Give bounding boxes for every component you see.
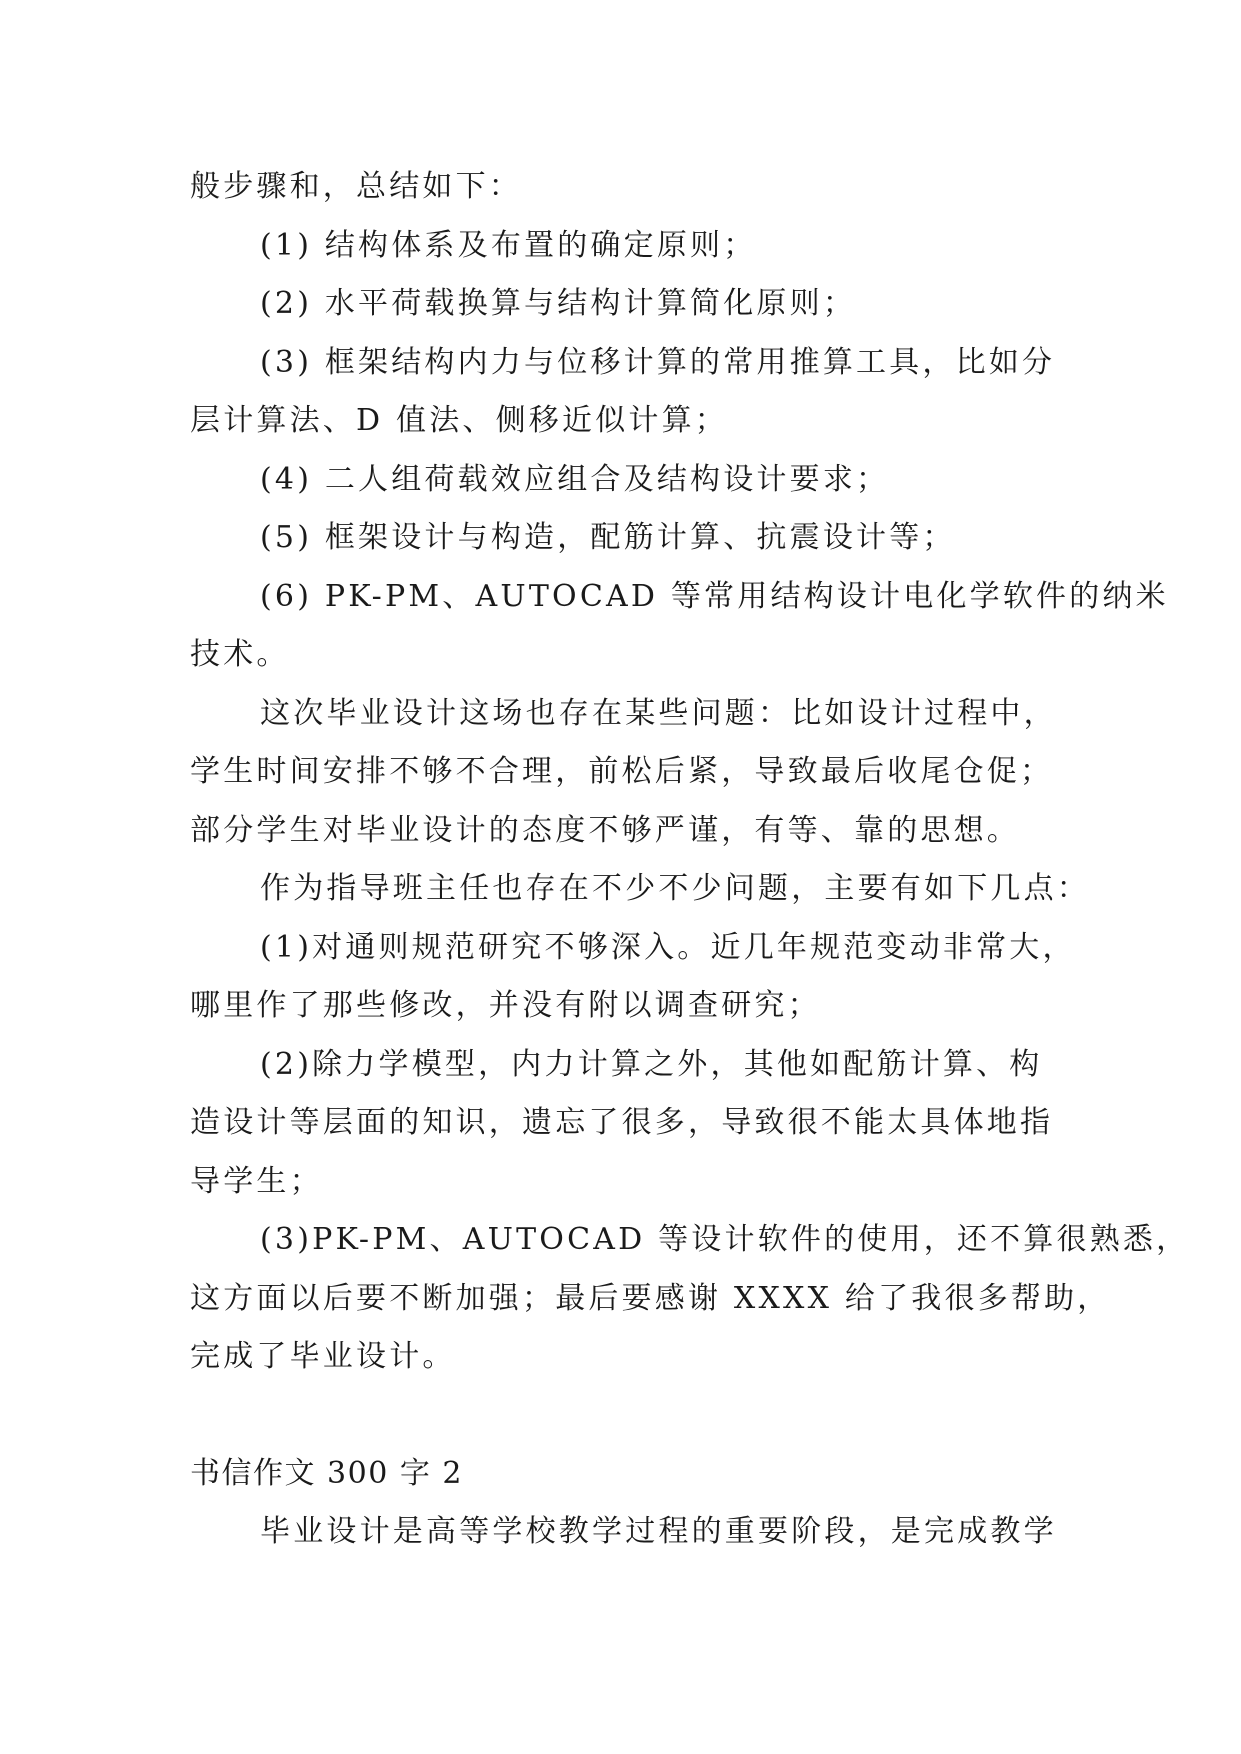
list-item: (4) 二人组荷载效应组合及结构设计要求； [260, 461, 890, 497]
text-line: 导学生； [190, 1163, 323, 1199]
section-title: 书信作文 300 字 2 [190, 1455, 463, 1491]
text-line: 造设计等层面的知识，遗忘了很多，导致很不能太具体地指 [190, 1105, 1054, 1140]
list-item: (1) 结构体系及布置的确定原则； [260, 227, 757, 263]
text-line: 技术。 [190, 637, 290, 672]
text-line: 这方面以后要不断加强；最后要感谢 XXXX 给了我很多帮助， [190, 1280, 1111, 1316]
section-gap [190, 1387, 1060, 1445]
text-line: 般步骤和，总结如下： [190, 169, 522, 204]
paragraph-line: 作为指导班主任也存在不少不少问题，主要有如下几点： [260, 871, 1090, 906]
list-item: (6) PK-PM、AUTOCAD 等常用结构设计电化学软件的纳米 [260, 578, 1169, 614]
text-line: 部分学生对毕业设计的态度不够严谨，有等、靠的思想。 [190, 812, 1020, 848]
text-line: 层计算法、D 值法、侧移近似计算； [190, 403, 728, 438]
list-item: (2)除力学模型，内力计算之外，其他如配筋计算、构 [260, 1046, 1043, 1082]
list-item: (2) 水平荷载换算与结构计算简化原则； [260, 286, 857, 321]
list-item: (5) 框架设计与构造，配筋计算、抗震设计等； [260, 520, 956, 555]
list-item: (3) 框架结构内力与位移计算的常用推算工具，比如分 [260, 344, 1056, 380]
document-page [190, 158, 1190, 1562]
text-line: 完成了毕业设计。 [190, 1339, 456, 1374]
paragraph-line: 这次毕业设计这场也存在某些问题：比如设计过程中， [260, 695, 1057, 731]
text-line: 学生时间安排不够不合理，前松后紧，导致最后收尾仓促； [190, 754, 1054, 789]
text-line: 哪里作了那些修改，并没有附以调查研究； [190, 988, 821, 1023]
list-item: (3)PK-PM、AUTOCAD 等设计软件的使用，还不算很熟悉， [260, 1222, 1190, 1257]
paragraph-line: 毕业设计是高等学校教学过程的重要阶段，是完成教学 [260, 1514, 1057, 1549]
list-item: (1)对通则规范研究不够深入。近几年规范变动非常大， [260, 929, 1076, 965]
